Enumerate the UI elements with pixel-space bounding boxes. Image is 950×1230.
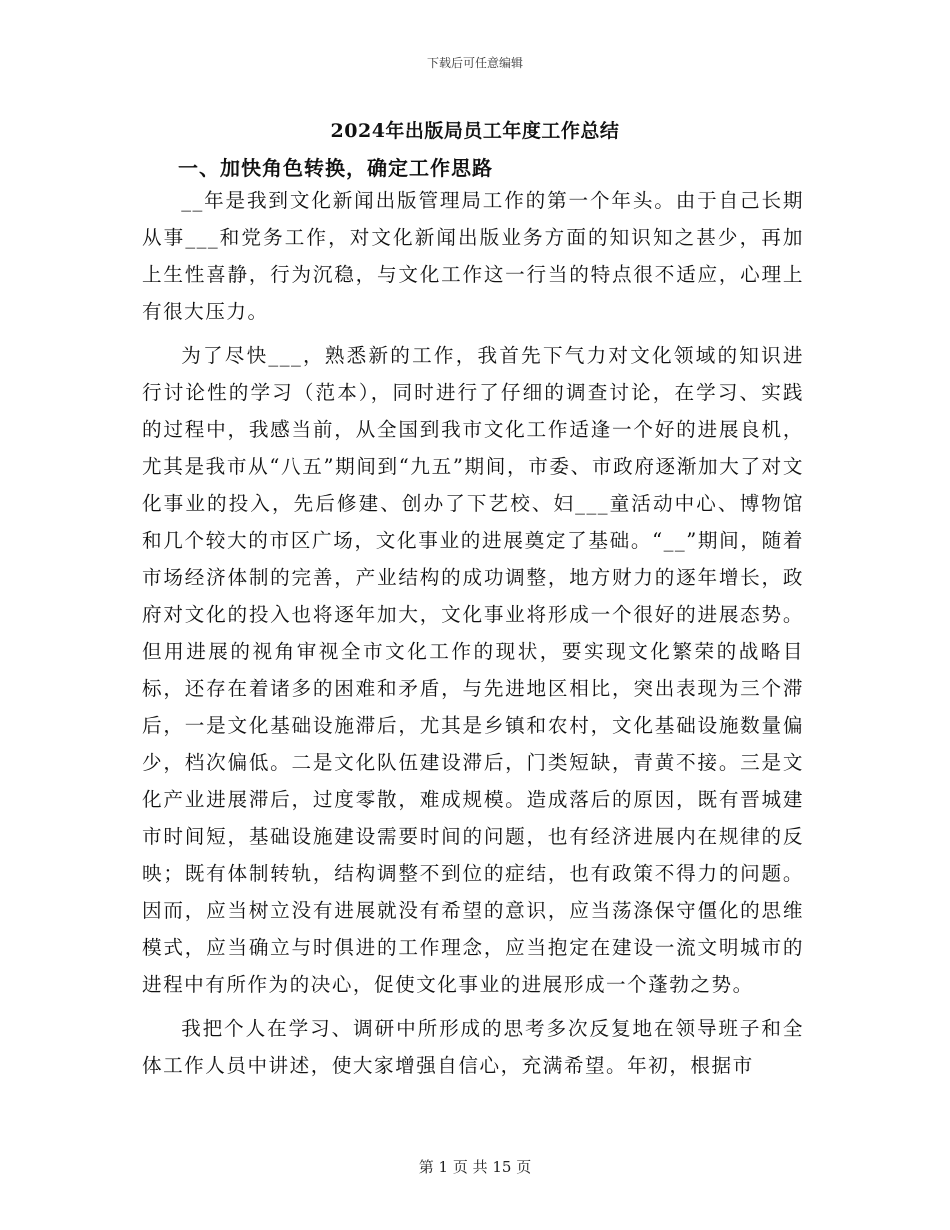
section-heading: 一、加快角色转换，确定工作思路 — [178, 156, 493, 180]
document-title: 2024年出版局员工年度工作总结 — [330, 120, 620, 142]
page-indicator: 第 1 页 共 15 页 — [418, 1158, 532, 1176]
paragraph: 我把个人在学习、调研中所形成的思考多次反复地在领导班子和全体工作人员中讲述，使大家增强自信心，充满希望。年初，根据市 — [142, 1017, 804, 1077]
paragraph: __年是我到文化新闻出版管理局工作的第一个年头。由于自己长期从事___和党务工作，对文化新闻出版业务方面的知识知之甚少，再加上生性喜静，行为沉稳，与文化工作这一行当的特点很不适应，心理上有很大压力。 — [142, 189, 804, 323]
document-body — [142, 182, 804, 1091]
paragraph: 为了尽快___，熟悉新的工作，我首先下气力对文化领域的知识进行讨论性的学习（范本），同时进行了仔细的调查讨论，在学习、实践的过程中，我感当前，从全国到我市文化工作适逢一个好的进展良机，尤其是我市从“八五”期间到“九五”期间，市委、市政府逐渐加大了对文化事业的投入，先后修建、创办了下艺校、妇___童活动中心、博物馆和几个较大的市区广场，文化事业的进展奠定了基础。“__”期间，随着市场经济体制的完善，产业结构的成功调整，地方财力的逐年增长，政府对文化的投入也将逐年加大，文化事业将形成一个很好的进展态势。但用进展的视角审视全市文化工作的现状，要实现文化繁荣的战略目标，还存在着诸多的困难和矛盾，与先进地区相比，突出表现为三个滞后，一是文化基础设施滞后，尤其是乡镇和农村，文化基础设施数量偏少，档次偏低。二是文化队伍建设滞后，门类短缺，青黄不接。三是文化产业进展滞后，过度零散，难成规模。造成落后的原因，既有晋城建市时间短，基础设施建设需要时间的问题，也有经济进展内在规律的反映；既有体制转轨，结构调整不到位的症结，也有政策不得力的问题。因而，应当树立没有进展就没有希望的意识，应当荡涤保守僵化的思维模式，应当确立与时俱进的工作理念，应当抱定在建设一流文明城市的进程中有所作为的决心，促使文化事业的进展形成一个蓬勃之势。 — [142, 344, 804, 996]
header-note: 下载后可任意编辑 — [426, 56, 523, 70]
